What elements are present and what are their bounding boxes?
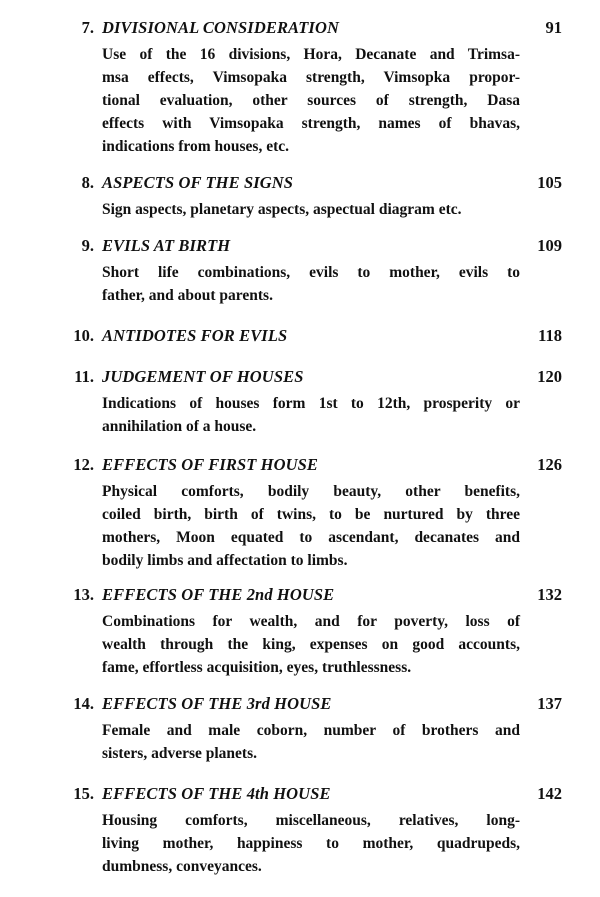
entry-number: 15. <box>73 784 94 803</box>
entry-page-number: 137 <box>537 694 562 713</box>
entry-title: ANTIDOTES FOR EVILS <box>102 326 288 345</box>
description-line: Short life combinations, evils to mother, evils to <box>102 264 520 281</box>
description-line: coiled birth, birth of twins, to be nurtured by three <box>102 506 520 523</box>
entry-heading <box>0 585 600 607</box>
toc-entry-15 <box>0 784 600 875</box>
toc-entry-10 <box>0 326 600 348</box>
entry-number: 8. <box>81 173 94 192</box>
description-line: sisters, adverse planets. <box>102 745 257 762</box>
toc-entry-12 <box>0 455 600 569</box>
entry-heading <box>0 236 600 258</box>
entry-number: 11. <box>74 367 94 386</box>
description-line: msa effects, Vimsopaka strength, Vimsopka propor- <box>102 69 520 86</box>
entry-title: EFFECTS OF FIRST HOUSE <box>102 455 319 474</box>
entry-heading <box>0 18 600 40</box>
entry-number: 10. <box>73 326 94 345</box>
description-line: annihilation of a house. <box>102 418 257 435</box>
description-line: effects with Vimsopaka strength, names of bhavas, <box>102 115 520 132</box>
toc-entry-9 <box>0 236 600 304</box>
description-line: indications from houses, etc. <box>102 138 290 155</box>
entry-heading <box>0 173 600 195</box>
entry-description <box>102 392 520 438</box>
entry-heading <box>0 367 600 389</box>
entry-heading <box>0 326 600 348</box>
description-line: Use of the 16 divisions, Hora, Decanate and Trimsa- <box>102 46 520 63</box>
entry-title: JUDGEMENT OF HOUSES <box>102 367 304 386</box>
description-line: wealth through the king, expenses on good accounts, <box>102 636 520 653</box>
entry-title: ASPECTS OF THE SIGNS <box>102 173 294 192</box>
entry-number: 7. <box>81 18 94 37</box>
description-line: mothers, Moon equated to ascendant, decanates and <box>102 529 520 546</box>
description-line: dumbness, conveyances. <box>102 858 262 875</box>
entry-description <box>102 480 520 572</box>
entry-description <box>102 261 520 307</box>
entry-page-number: 109 <box>537 236 562 255</box>
entry-description <box>102 719 520 765</box>
entry-title: EFFECTS OF THE 3rd HOUSE <box>102 694 332 713</box>
entry-page-number: 142 <box>537 784 562 803</box>
entry-description <box>102 610 520 679</box>
description-line: Female and male coborn, number of brothers and <box>102 722 520 739</box>
description-line: Sign aspects, planetary aspects, aspectual diagram etc. <box>102 201 462 218</box>
description-line: bodily limbs and affectation to limbs. <box>102 552 348 569</box>
toc-entry-14 <box>0 694 600 762</box>
description-line: Indications of houses form 1st to 12th, prosperity or <box>102 395 520 412</box>
description-line: father, and about parents. <box>102 287 273 304</box>
description-line: tional evaluation, other sources of strength, Dasa <box>102 92 520 109</box>
entry-page-number: 120 <box>537 367 562 386</box>
description-line: Housing comforts, miscellaneous, relatives, long- <box>102 812 520 829</box>
toc-entry-13 <box>0 585 600 676</box>
entry-heading <box>0 694 600 716</box>
entry-number: 9. <box>81 236 94 255</box>
entry-heading <box>0 784 600 806</box>
entry-title: EFFECTS OF THE 4th HOUSE <box>102 784 331 803</box>
entry-number: 13. <box>73 585 94 604</box>
entry-description <box>102 198 520 221</box>
entry-page-number: 105 <box>537 173 562 192</box>
entry-description <box>102 43 520 158</box>
toc-entry-11 <box>0 367 600 435</box>
entry-description <box>102 809 520 878</box>
entry-page-number: 126 <box>537 455 562 474</box>
entry-title: DIVISIONAL CONSIDERATION <box>102 18 339 37</box>
description-line: living mother, happiness to mother, quadrupeds, <box>102 835 520 852</box>
entry-heading <box>0 455 600 477</box>
entry-number: 14. <box>73 694 94 713</box>
entry-page-number: 132 <box>537 585 562 604</box>
entry-number: 12. <box>73 455 94 474</box>
description-line: Combinations for wealth, and for poverty, loss of <box>102 613 520 630</box>
entry-title: EVILS AT BIRTH <box>102 236 231 255</box>
description-line: fame, effortless acquisition, eyes, truthlessness. <box>102 659 412 676</box>
toc-entry-7 <box>0 18 600 155</box>
toc-entry-8 <box>0 173 600 218</box>
entry-title: EFFECTS OF THE 2nd HOUSE <box>102 585 335 604</box>
entry-page-number: 91 <box>545 18 562 37</box>
entry-page-number: 118 <box>538 326 562 345</box>
description-line: Physical comforts, bodily beauty, other benefits, <box>102 483 520 500</box>
